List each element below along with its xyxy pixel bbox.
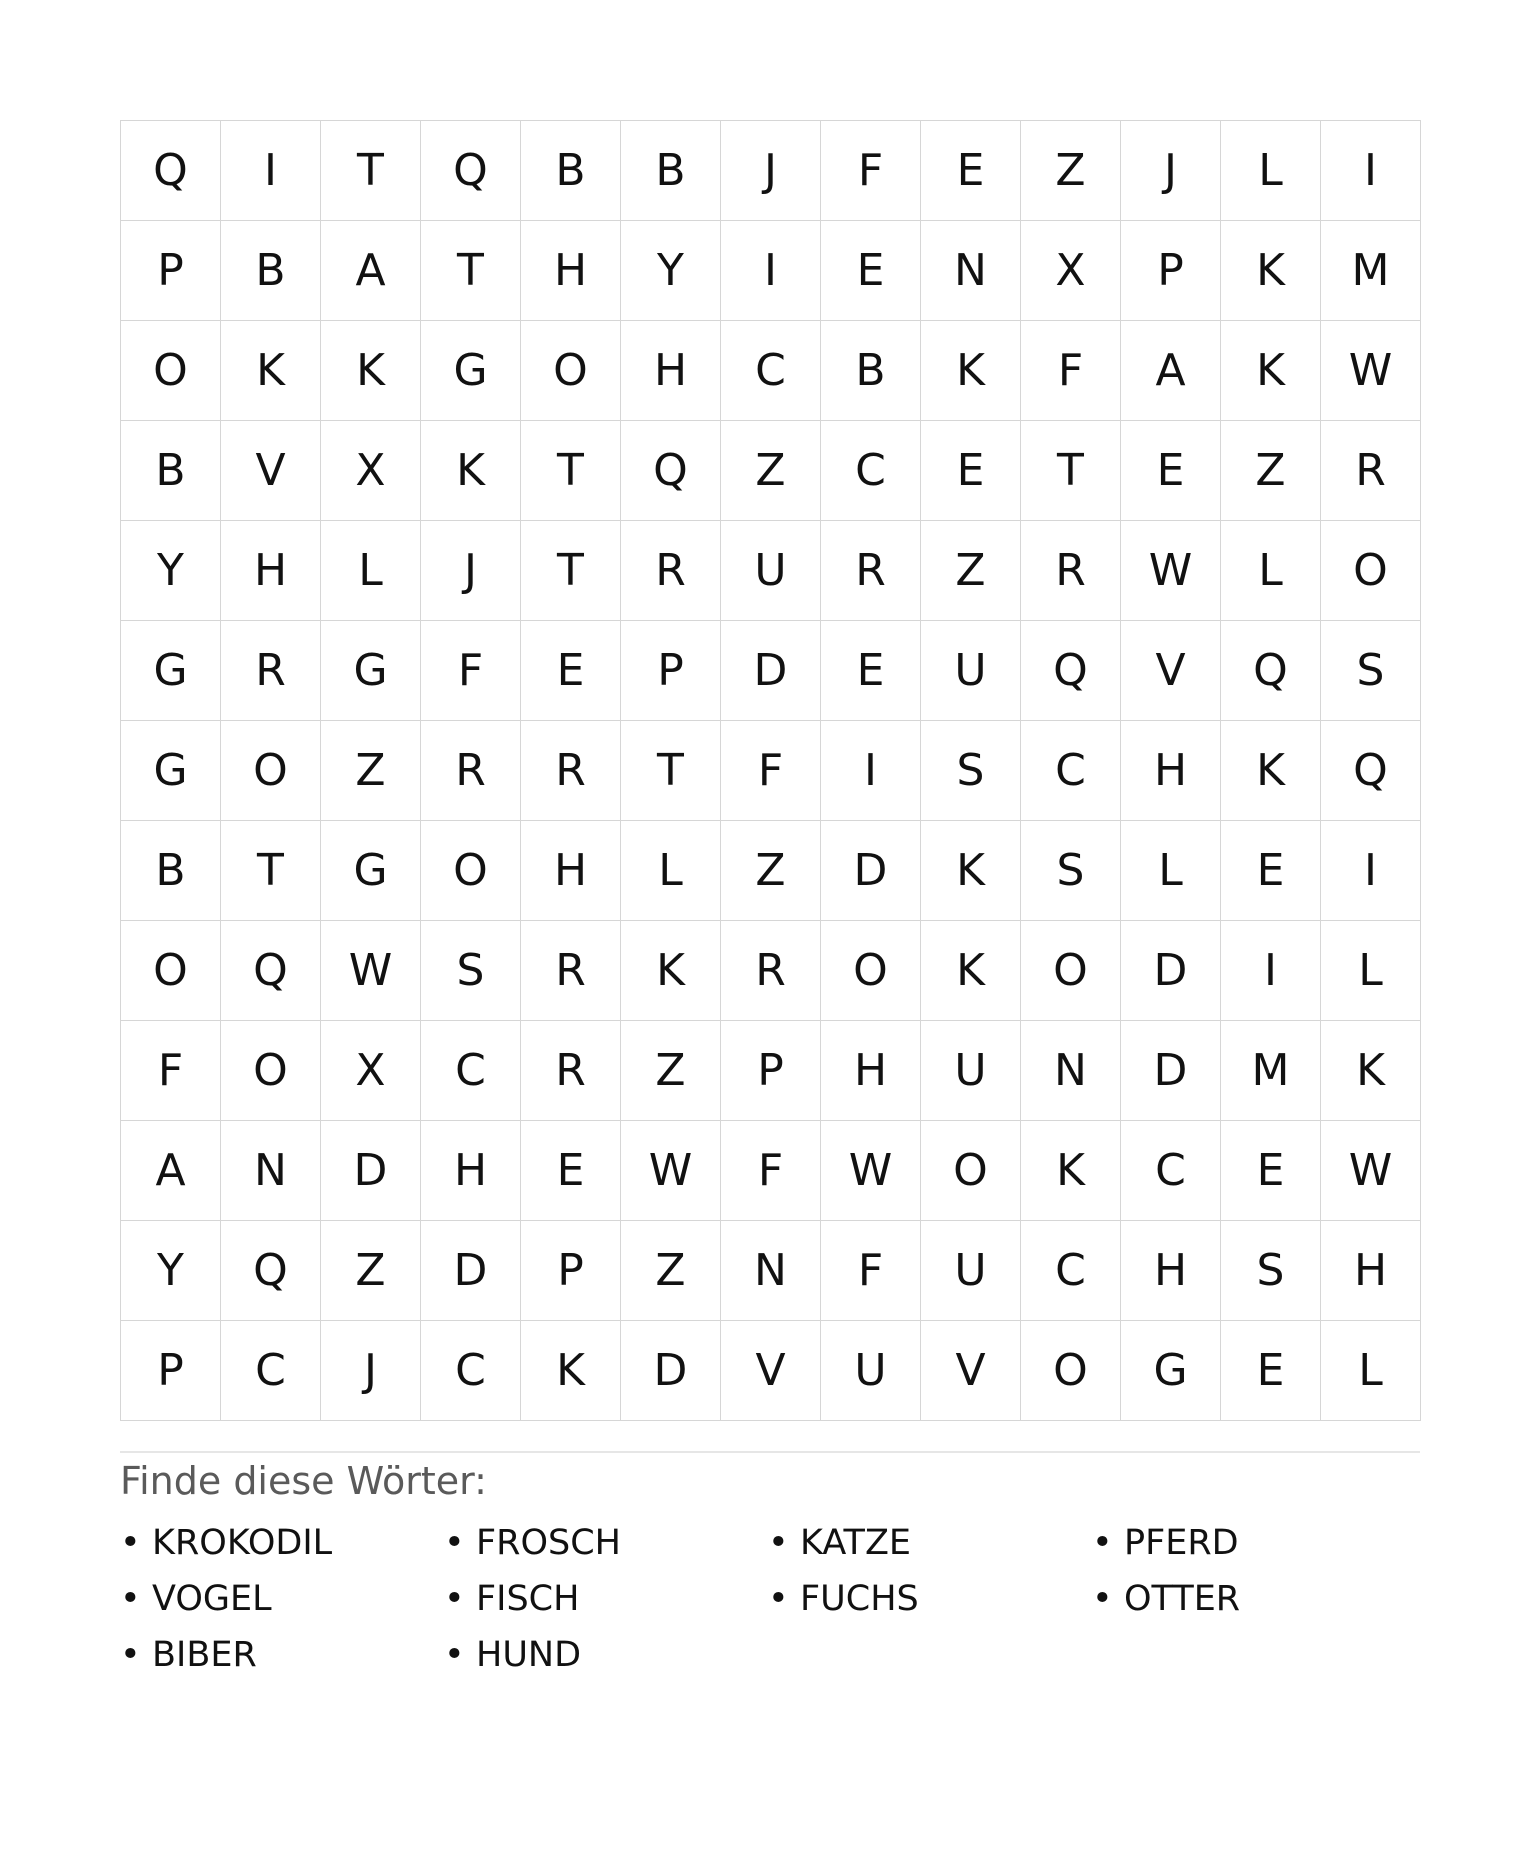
- grid-cell[interactable]: I: [1321, 821, 1421, 921]
- grid-cell[interactable]: E: [921, 121, 1021, 221]
- grid-cell[interactable]: R: [521, 921, 621, 1021]
- grid-cell[interactable]: G: [321, 621, 421, 721]
- grid-cell[interactable]: Z: [721, 421, 821, 521]
- grid-cell[interactable]: R: [621, 521, 721, 621]
- grid-cell[interactable]: C: [821, 421, 921, 521]
- grid-cell[interactable]: K: [521, 1321, 621, 1421]
- grid-cell[interactable]: K: [921, 821, 1021, 921]
- grid-cell[interactable]: K: [921, 321, 1021, 421]
- grid-cell[interactable]: F: [821, 1221, 921, 1321]
- grid-cell[interactable]: R: [421, 721, 521, 821]
- grid-cell[interactable]: K: [221, 321, 321, 421]
- bullet-icon: •: [120, 1635, 141, 1675]
- grid-cell[interactable]: H: [521, 821, 621, 921]
- bullet-icon: •: [120, 1579, 141, 1619]
- word-label: BIBER: [152, 1635, 257, 1675]
- grid-cell[interactable]: O: [521, 321, 621, 421]
- grid-cell[interactable]: L: [321, 521, 421, 621]
- grid-cell[interactable]: O: [221, 721, 321, 821]
- grid-cell[interactable]: D: [821, 821, 921, 921]
- grid-cell[interactable]: F: [421, 621, 521, 721]
- grid-cell[interactable]: V: [1121, 621, 1221, 721]
- bullet-icon: •: [444, 1635, 465, 1675]
- grid-cell[interactable]: F: [821, 121, 921, 221]
- word-label: HUND: [476, 1635, 582, 1675]
- grid-cell[interactable]: C: [221, 1321, 321, 1421]
- grid-cell[interactable]: L: [1121, 821, 1221, 921]
- grid-cell[interactable]: M: [1321, 221, 1421, 321]
- grid-cell[interactable]: C: [1021, 1221, 1121, 1321]
- word-item: [120, 1571, 444, 1627]
- grid-cell[interactable]: K: [1221, 721, 1321, 821]
- grid-cell[interactable]: E: [821, 621, 921, 721]
- grid-cell[interactable]: S: [1321, 621, 1421, 721]
- grid-cell[interactable]: U: [821, 1321, 921, 1421]
- word-item: [444, 1571, 768, 1627]
- grid-cell[interactable]: R: [721, 921, 821, 1021]
- word-label: FISCH: [476, 1579, 580, 1619]
- grid-cell[interactable]: E: [1221, 1121, 1321, 1221]
- grid-cell[interactable]: G: [121, 621, 221, 721]
- grid-cell[interactable]: W: [821, 1121, 921, 1221]
- grid-cell[interactable]: J: [321, 1321, 421, 1421]
- word-list: [120, 1515, 1420, 1683]
- grid-cell[interactable]: P: [121, 1321, 221, 1421]
- grid-cell[interactable]: E: [1221, 1321, 1321, 1421]
- grid-cell[interactable]: R: [521, 1021, 621, 1121]
- grid-cell[interactable]: J: [721, 121, 821, 221]
- grid-cell[interactable]: U: [921, 1021, 1021, 1121]
- grid-cell[interactable]: Z: [721, 821, 821, 921]
- bullet-icon: •: [1092, 1579, 1113, 1619]
- grid-cell[interactable]: R: [1321, 421, 1421, 521]
- grid-cell[interactable]: C: [721, 321, 821, 421]
- grid-cell[interactable]: A: [321, 221, 421, 321]
- grid-cell[interactable]: O: [121, 921, 221, 1021]
- grid-cell[interactable]: W: [1321, 321, 1421, 421]
- grid-cell[interactable]: P: [1121, 221, 1221, 321]
- grid-cell[interactable]: R: [521, 721, 621, 821]
- grid-cell[interactable]: B: [221, 221, 321, 321]
- grid-cell[interactable]: B: [521, 121, 621, 221]
- grid-cell[interactable]: H: [1321, 1221, 1421, 1321]
- grid-cell[interactable]: Z: [621, 1021, 721, 1121]
- grid-cell[interactable]: K: [421, 421, 521, 521]
- word-search-page: [120, 120, 1420, 1683]
- word-list-heading: Finde diese Wörter:: [120, 1459, 487, 1503]
- grid-cell[interactable]: K: [1321, 1021, 1421, 1121]
- grid-cell[interactable]: C: [421, 1321, 521, 1421]
- grid-cell[interactable]: Z: [921, 521, 1021, 621]
- grid-cell[interactable]: L: [621, 821, 721, 921]
- grid-cell[interactable]: P: [121, 221, 221, 321]
- bullet-icon: •: [120, 1523, 141, 1563]
- grid-cell[interactable]: T: [421, 221, 521, 321]
- word-label: FUCHS: [800, 1579, 919, 1619]
- grid-cell[interactable]: K: [321, 321, 421, 421]
- grid-cell[interactable]: P: [521, 1221, 621, 1321]
- grid-cell[interactable]: I: [721, 221, 821, 321]
- grid-cell[interactable]: O: [221, 1021, 321, 1121]
- grid-cell[interactable]: M: [1221, 1021, 1321, 1121]
- grid-cell[interactable]: N: [721, 1221, 821, 1321]
- grid-cell[interactable]: H: [1121, 1221, 1221, 1321]
- grid-cell[interactable]: C: [1021, 721, 1121, 821]
- bullet-icon: •: [444, 1579, 465, 1619]
- word-label: VOGEL: [152, 1579, 272, 1619]
- grid-cell[interactable]: Q: [1221, 621, 1321, 721]
- grid-cell[interactable]: G: [421, 321, 521, 421]
- grid-cell[interactable]: V: [921, 1321, 1021, 1421]
- word-item: [444, 1515, 768, 1571]
- grid-cell[interactable]: N: [221, 1121, 321, 1221]
- bullet-icon: •: [1092, 1523, 1113, 1563]
- word-item: [444, 1627, 768, 1683]
- grid-cell[interactable]: E: [521, 621, 621, 721]
- word-item: [1092, 1571, 1416, 1627]
- grid-cell[interactable]: D: [1121, 1021, 1221, 1121]
- grid-cell[interactable]: S: [921, 721, 1021, 821]
- grid-cell[interactable]: U: [921, 621, 1021, 721]
- grid-cell[interactable]: D: [721, 621, 821, 721]
- grid-cell[interactable]: K: [621, 921, 721, 1021]
- grid-cell[interactable]: T: [321, 121, 421, 221]
- bullet-icon: •: [768, 1523, 789, 1563]
- grid-cell[interactable]: I: [821, 721, 921, 821]
- grid-cell[interactable]: J: [1121, 121, 1221, 221]
- grid-cell[interactable]: T: [621, 721, 721, 821]
- word-item: [120, 1627, 444, 1683]
- grid-cell[interactable]: F: [121, 1021, 221, 1121]
- grid-cell[interactable]: W: [621, 1121, 721, 1221]
- grid-cell[interactable]: N: [1021, 1021, 1121, 1121]
- word-item: [768, 1571, 1092, 1627]
- grid-cell[interactable]: H: [521, 221, 621, 321]
- grid-cell[interactable]: S: [1221, 1221, 1321, 1321]
- grid-cell[interactable]: L: [1221, 521, 1321, 621]
- grid-cell[interactable]: B: [821, 321, 921, 421]
- letter-grid: [120, 120, 1421, 1421]
- grid-cell[interactable]: S: [1021, 821, 1121, 921]
- grid-cell[interactable]: V: [721, 1321, 821, 1421]
- grid-cell[interactable]: T: [521, 421, 621, 521]
- grid-cell[interactable]: U: [721, 521, 821, 621]
- grid-cell[interactable]: W: [1321, 1121, 1421, 1221]
- grid-cell[interactable]: D: [621, 1321, 721, 1421]
- grid-cell[interactable]: K: [1221, 321, 1321, 421]
- grid-cell[interactable]: Y: [621, 221, 721, 321]
- grid-cell[interactable]: A: [121, 1121, 221, 1221]
- grid-cell[interactable]: Y: [121, 1221, 221, 1321]
- grid-cell[interactable]: I: [1321, 121, 1421, 221]
- grid-cell[interactable]: X: [1021, 221, 1121, 321]
- grid-cell[interactable]: Z: [1021, 121, 1121, 221]
- grid-cell[interactable]: C: [1121, 1121, 1221, 1221]
- grid-cell[interactable]: B: [121, 421, 221, 521]
- bullet-icon: •: [444, 1523, 465, 1563]
- grid-cell[interactable]: K: [921, 921, 1021, 1021]
- grid-cell[interactable]: E: [521, 1121, 621, 1221]
- grid-cell[interactable]: R: [1021, 521, 1121, 621]
- divider: [120, 1451, 1420, 1453]
- grid-cell[interactable]: Q: [421, 121, 521, 221]
- grid-cell[interactable]: D: [421, 1221, 521, 1321]
- grid-cell[interactable]: E: [821, 221, 921, 321]
- grid-cell[interactable]: S: [421, 921, 521, 1021]
- grid-cell[interactable]: X: [321, 1021, 421, 1121]
- word-item: [120, 1515, 444, 1571]
- grid-cell[interactable]: F: [721, 721, 821, 821]
- grid-cell[interactable]: V: [221, 421, 321, 521]
- grid-cell[interactable]: L: [1221, 121, 1321, 221]
- grid-cell[interactable]: A: [1121, 321, 1221, 421]
- grid-cell[interactable]: T: [221, 821, 321, 921]
- grid-cell[interactable]: Q: [1321, 721, 1421, 821]
- grid-cell[interactable]: O: [821, 921, 921, 1021]
- grid-cell[interactable]: P: [721, 1021, 821, 1121]
- grid-cell[interactable]: G: [121, 721, 221, 821]
- grid-cell[interactable]: O: [1021, 1321, 1121, 1421]
- grid-cell[interactable]: L: [1321, 1321, 1421, 1421]
- grid-cell[interactable]: Z: [621, 1221, 721, 1321]
- grid-cell[interactable]: B: [621, 121, 721, 221]
- grid-cell[interactable]: H: [821, 1021, 921, 1121]
- grid-cell[interactable]: H: [421, 1121, 521, 1221]
- grid-cell[interactable]: W: [321, 921, 421, 1021]
- grid-cell[interactable]: C: [421, 1021, 521, 1121]
- grid-cell[interactable]: O: [1021, 921, 1121, 1021]
- grid-cell[interactable]: W: [1121, 521, 1221, 621]
- grid-cell[interactable]: T: [1021, 421, 1121, 521]
- grid-cell[interactable]: N: [921, 221, 1021, 321]
- grid-cell[interactable]: R: [821, 521, 921, 621]
- grid-cell[interactable]: Q: [221, 921, 321, 1021]
- grid-cell[interactable]: Y: [121, 521, 221, 621]
- word-item: [768, 1515, 1092, 1571]
- grid-cell[interactable]: O: [1321, 521, 1421, 621]
- grid-cell[interactable]: Q: [121, 121, 221, 221]
- word-label: PFERD: [1124, 1523, 1239, 1563]
- word-label: FROSCH: [476, 1523, 621, 1563]
- grid-cell[interactable]: H: [221, 521, 321, 621]
- grid-cell[interactable]: Z: [321, 721, 421, 821]
- word-label: OTTER: [1124, 1579, 1241, 1619]
- grid-cell[interactable]: H: [621, 321, 721, 421]
- grid-cell[interactable]: T: [521, 521, 621, 621]
- grid-cell[interactable]: Q: [621, 421, 721, 521]
- grid-cell[interactable]: K: [1021, 1121, 1121, 1221]
- grid-cell[interactable]: K: [1221, 221, 1321, 321]
- bullet-icon: •: [768, 1579, 789, 1619]
- word-label: KROKODIL: [152, 1523, 333, 1563]
- grid-cell[interactable]: R: [221, 621, 321, 721]
- grid-cell[interactable]: O: [921, 1121, 1021, 1221]
- grid-cell[interactable]: D: [1121, 921, 1221, 1021]
- grid-cell[interactable]: Z: [321, 1221, 421, 1321]
- grid-cell[interactable]: E: [1121, 421, 1221, 521]
- grid-cell[interactable]: Q: [1021, 621, 1121, 721]
- grid-cell[interactable]: P: [621, 621, 721, 721]
- grid-cell[interactable]: G: [321, 821, 421, 921]
- grid-cell[interactable]: U: [921, 1221, 1021, 1321]
- grid-cell[interactable]: I: [221, 121, 321, 221]
- grid-cell[interactable]: Q: [221, 1221, 321, 1321]
- grid-cell[interactable]: F: [1021, 321, 1121, 421]
- grid-cell[interactable]: I: [1221, 921, 1321, 1021]
- grid-cell[interactable]: B: [121, 821, 221, 921]
- grid-cell[interactable]: Z: [1221, 421, 1321, 521]
- grid-cell[interactable]: H: [1121, 721, 1221, 821]
- grid-cell[interactable]: D: [321, 1121, 421, 1221]
- grid-cell[interactable]: L: [1321, 921, 1421, 1021]
- grid-cell[interactable]: O: [421, 821, 521, 921]
- word-label: KATZE: [800, 1523, 912, 1563]
- grid-cell[interactable]: G: [1121, 1321, 1221, 1421]
- grid-cell[interactable]: F: [721, 1121, 821, 1221]
- grid-cell[interactable]: O: [121, 321, 221, 421]
- grid-cell[interactable]: J: [421, 521, 521, 621]
- grid-cell[interactable]: E: [921, 421, 1021, 521]
- grid-cell[interactable]: E: [1221, 821, 1321, 921]
- word-item: [1092, 1515, 1416, 1571]
- grid-cell[interactable]: X: [321, 421, 421, 521]
